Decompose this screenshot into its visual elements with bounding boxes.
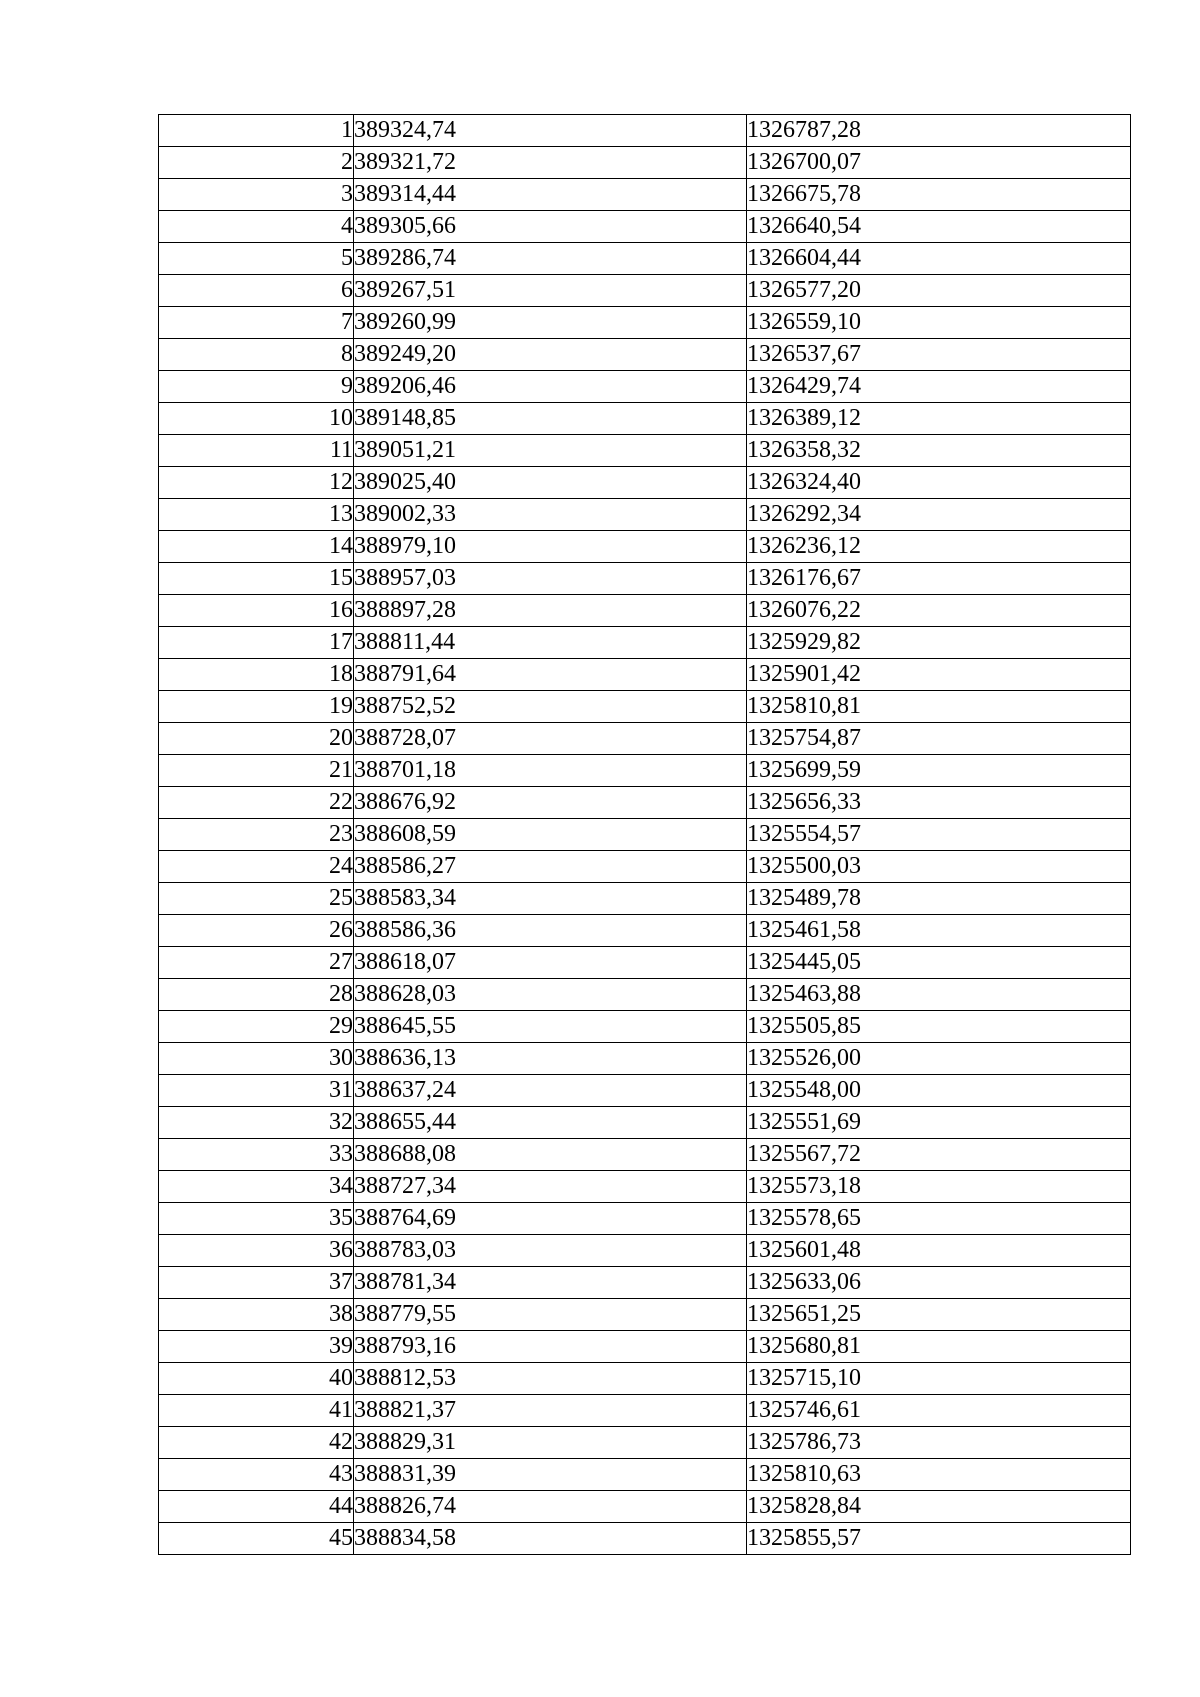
y-coordinate-cell: 1325461,58 — [747, 915, 1131, 947]
table-row — [159, 979, 1131, 1011]
y-coordinate-cell: 1325754,87 — [747, 723, 1131, 755]
table-row — [159, 947, 1131, 979]
table-row — [159, 115, 1131, 147]
point-number-cell: 31 — [159, 1075, 354, 1107]
x-coordinate-cell: 389267,51 — [354, 275, 747, 307]
y-coordinate-cell: 1325548,00 — [747, 1075, 1131, 1107]
x-coordinate-cell: 388831,39 — [354, 1459, 747, 1491]
table-row — [159, 627, 1131, 659]
point-number-cell: 29 — [159, 1011, 354, 1043]
point-number-cell: 35 — [159, 1203, 354, 1235]
y-coordinate-cell: 1325680,81 — [747, 1331, 1131, 1363]
table-row — [159, 1075, 1131, 1107]
x-coordinate-cell: 389249,20 — [354, 339, 747, 371]
point-number-cell: 2 — [159, 147, 354, 179]
table-row — [159, 1459, 1131, 1491]
table-row — [159, 1171, 1131, 1203]
y-coordinate-cell: 1326429,74 — [747, 371, 1131, 403]
point-number-cell: 4 — [159, 211, 354, 243]
point-number-cell: 44 — [159, 1491, 354, 1523]
table-row — [159, 1363, 1131, 1395]
table-row — [159, 1011, 1131, 1043]
table-row — [159, 1427, 1131, 1459]
table-row — [159, 659, 1131, 691]
x-coordinate-cell: 388701,18 — [354, 755, 747, 787]
y-coordinate-cell: 1326577,20 — [747, 275, 1131, 307]
point-number-cell: 32 — [159, 1107, 354, 1139]
table-row — [159, 435, 1131, 467]
point-number-cell: 30 — [159, 1043, 354, 1075]
point-number-cell: 18 — [159, 659, 354, 691]
point-number-cell: 40 — [159, 1363, 354, 1395]
y-coordinate-cell: 1326358,32 — [747, 435, 1131, 467]
y-coordinate-cell: 1325601,48 — [747, 1235, 1131, 1267]
x-coordinate-cell: 388829,31 — [354, 1427, 747, 1459]
x-coordinate-cell: 388752,52 — [354, 691, 747, 723]
x-coordinate-cell: 389148,85 — [354, 403, 747, 435]
table-row — [159, 1523, 1131, 1555]
table-row — [159, 179, 1131, 211]
point-number-cell: 39 — [159, 1331, 354, 1363]
point-number-cell: 36 — [159, 1235, 354, 1267]
table-row — [159, 147, 1131, 179]
table-row — [159, 1235, 1131, 1267]
point-number-cell: 42 — [159, 1427, 354, 1459]
point-number-cell: 37 — [159, 1267, 354, 1299]
point-number-cell: 3 — [159, 179, 354, 211]
point-number-cell: 33 — [159, 1139, 354, 1171]
y-coordinate-cell: 1326292,34 — [747, 499, 1131, 531]
y-coordinate-cell: 1325578,65 — [747, 1203, 1131, 1235]
y-coordinate-cell: 1325526,00 — [747, 1043, 1131, 1075]
x-coordinate-cell: 388586,27 — [354, 851, 747, 883]
x-coordinate-cell: 389206,46 — [354, 371, 747, 403]
y-coordinate-cell: 1325699,59 — [747, 755, 1131, 787]
x-coordinate-cell: 388764,69 — [354, 1203, 747, 1235]
x-coordinate-cell: 389025,40 — [354, 467, 747, 499]
x-coordinate-cell: 388637,24 — [354, 1075, 747, 1107]
y-coordinate-cell: 1325746,61 — [747, 1395, 1131, 1427]
point-number-cell: 15 — [159, 563, 354, 595]
x-coordinate-cell: 388897,28 — [354, 595, 747, 627]
y-coordinate-cell: 1326675,78 — [747, 179, 1131, 211]
x-coordinate-cell: 388636,13 — [354, 1043, 747, 1075]
x-coordinate-cell: 388826,74 — [354, 1491, 747, 1523]
x-coordinate-cell: 388608,59 — [354, 819, 747, 851]
table-row — [159, 1267, 1131, 1299]
y-coordinate-cell: 1326559,10 — [747, 307, 1131, 339]
y-coordinate-cell: 1325567,72 — [747, 1139, 1131, 1171]
table-row — [159, 1043, 1131, 1075]
y-coordinate-cell: 1325656,33 — [747, 787, 1131, 819]
point-number-cell: 10 — [159, 403, 354, 435]
x-coordinate-cell: 388779,55 — [354, 1299, 747, 1331]
point-number-cell: 12 — [159, 467, 354, 499]
point-number-cell: 13 — [159, 499, 354, 531]
point-number-cell: 21 — [159, 755, 354, 787]
table-row — [159, 723, 1131, 755]
x-coordinate-cell: 389260,99 — [354, 307, 747, 339]
y-coordinate-cell: 1325489,78 — [747, 883, 1131, 915]
y-coordinate-cell: 1325500,03 — [747, 851, 1131, 883]
y-coordinate-cell: 1325715,10 — [747, 1363, 1131, 1395]
x-coordinate-cell: 388781,34 — [354, 1267, 747, 1299]
point-number-cell: 34 — [159, 1171, 354, 1203]
x-coordinate-cell: 389314,44 — [354, 179, 747, 211]
table-row — [159, 691, 1131, 723]
x-coordinate-cell: 388957,03 — [354, 563, 747, 595]
table-row — [159, 243, 1131, 275]
point-number-cell: 11 — [159, 435, 354, 467]
table-row — [159, 915, 1131, 947]
table-row — [159, 1139, 1131, 1171]
table-row — [159, 499, 1131, 531]
x-coordinate-cell: 389002,33 — [354, 499, 747, 531]
x-coordinate-cell: 388821,37 — [354, 1395, 747, 1427]
point-number-cell: 17 — [159, 627, 354, 659]
table-row — [159, 883, 1131, 915]
table-row — [159, 755, 1131, 787]
x-coordinate-cell: 388793,16 — [354, 1331, 747, 1363]
y-coordinate-cell: 1325505,85 — [747, 1011, 1131, 1043]
y-coordinate-cell: 1325633,06 — [747, 1267, 1131, 1299]
x-coordinate-cell: 388676,92 — [354, 787, 747, 819]
y-coordinate-cell: 1325463,88 — [747, 979, 1131, 1011]
point-number-cell: 1 — [159, 115, 354, 147]
y-coordinate-cell: 1326076,22 — [747, 595, 1131, 627]
x-coordinate-cell: 388618,07 — [354, 947, 747, 979]
table-row — [159, 1203, 1131, 1235]
point-number-cell: 19 — [159, 691, 354, 723]
x-coordinate-cell: 388583,34 — [354, 883, 747, 915]
x-coordinate-cell: 388811,44 — [354, 627, 747, 659]
y-coordinate-cell: 1325445,05 — [747, 947, 1131, 979]
x-coordinate-cell: 388655,44 — [354, 1107, 747, 1139]
x-coordinate-cell: 388834,58 — [354, 1523, 747, 1555]
table-row — [159, 371, 1131, 403]
point-number-cell: 7 — [159, 307, 354, 339]
table-row — [159, 563, 1131, 595]
point-number-cell: 26 — [159, 915, 354, 947]
x-coordinate-cell: 388645,55 — [354, 1011, 747, 1043]
x-coordinate-cell: 389321,72 — [354, 147, 747, 179]
point-number-cell: 16 — [159, 595, 354, 627]
y-coordinate-cell: 1326324,40 — [747, 467, 1131, 499]
coordinates-table-body — [159, 115, 1131, 1555]
table-row — [159, 819, 1131, 851]
y-coordinate-cell: 1325554,57 — [747, 819, 1131, 851]
y-coordinate-cell: 1326389,12 — [747, 403, 1131, 435]
point-number-cell: 8 — [159, 339, 354, 371]
table-row — [159, 1299, 1131, 1331]
table-row — [159, 1395, 1131, 1427]
table-row — [159, 403, 1131, 435]
table-row — [159, 275, 1131, 307]
point-number-cell: 24 — [159, 851, 354, 883]
table-row — [159, 1331, 1131, 1363]
table-row — [159, 211, 1131, 243]
y-coordinate-cell: 1326700,07 — [747, 147, 1131, 179]
y-coordinate-cell: 1325810,63 — [747, 1459, 1131, 1491]
y-coordinate-cell: 1325828,84 — [747, 1491, 1131, 1523]
x-coordinate-cell: 388727,34 — [354, 1171, 747, 1203]
table-row — [159, 339, 1131, 371]
x-coordinate-cell: 388728,07 — [354, 723, 747, 755]
x-coordinate-cell: 388979,10 — [354, 531, 747, 563]
y-coordinate-cell: 1325573,18 — [747, 1171, 1131, 1203]
y-coordinate-cell: 1325551,69 — [747, 1107, 1131, 1139]
point-number-cell: 5 — [159, 243, 354, 275]
point-number-cell: 22 — [159, 787, 354, 819]
x-coordinate-cell: 388812,53 — [354, 1363, 747, 1395]
point-number-cell: 25 — [159, 883, 354, 915]
x-coordinate-cell: 389324,74 — [354, 115, 747, 147]
y-coordinate-cell: 1326640,54 — [747, 211, 1131, 243]
point-number-cell: 45 — [159, 1523, 354, 1555]
y-coordinate-cell: 1326236,12 — [747, 531, 1131, 563]
table-row — [159, 307, 1131, 339]
y-coordinate-cell: 1325901,42 — [747, 659, 1131, 691]
table-row — [159, 1107, 1131, 1139]
point-number-cell: 23 — [159, 819, 354, 851]
coordinates-table — [158, 114, 1131, 1555]
table-row — [159, 531, 1131, 563]
point-number-cell: 43 — [159, 1459, 354, 1491]
y-coordinate-cell: 1326604,44 — [747, 243, 1131, 275]
x-coordinate-cell: 388783,03 — [354, 1235, 747, 1267]
y-coordinate-cell: 1325651,25 — [747, 1299, 1131, 1331]
table-row — [159, 851, 1131, 883]
y-coordinate-cell: 1325786,73 — [747, 1427, 1131, 1459]
x-coordinate-cell: 389051,21 — [354, 435, 747, 467]
y-coordinate-cell: 1325855,57 — [747, 1523, 1131, 1555]
point-number-cell: 6 — [159, 275, 354, 307]
point-number-cell: 14 — [159, 531, 354, 563]
table-row — [159, 467, 1131, 499]
x-coordinate-cell: 388628,03 — [354, 979, 747, 1011]
y-coordinate-cell: 1325810,81 — [747, 691, 1131, 723]
x-coordinate-cell: 389286,74 — [354, 243, 747, 275]
x-coordinate-cell: 388791,64 — [354, 659, 747, 691]
point-number-cell: 41 — [159, 1395, 354, 1427]
table-row — [159, 1491, 1131, 1523]
y-coordinate-cell: 1326176,67 — [747, 563, 1131, 595]
y-coordinate-cell: 1326537,67 — [747, 339, 1131, 371]
y-coordinate-cell: 1326787,28 — [747, 115, 1131, 147]
x-coordinate-cell: 388688,08 — [354, 1139, 747, 1171]
x-coordinate-cell: 388586,36 — [354, 915, 747, 947]
point-number-cell: 38 — [159, 1299, 354, 1331]
point-number-cell: 9 — [159, 371, 354, 403]
point-number-cell: 20 — [159, 723, 354, 755]
x-coordinate-cell: 389305,66 — [354, 211, 747, 243]
table-row — [159, 787, 1131, 819]
table-row — [159, 595, 1131, 627]
point-number-cell: 28 — [159, 979, 354, 1011]
y-coordinate-cell: 1325929,82 — [747, 627, 1131, 659]
point-number-cell: 27 — [159, 947, 354, 979]
